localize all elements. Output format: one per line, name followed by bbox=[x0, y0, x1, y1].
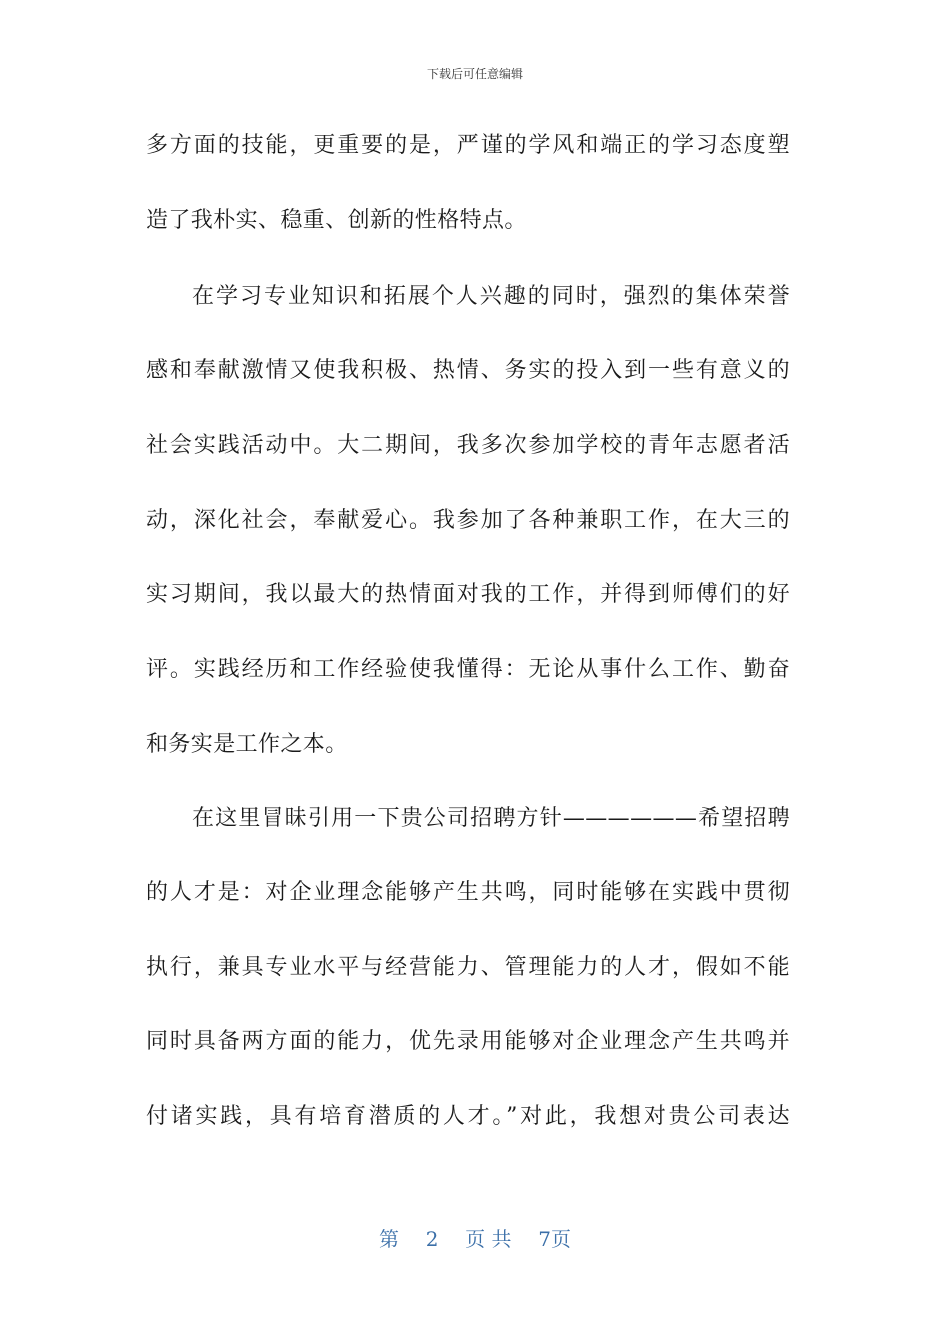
text-line: 执行，兼具专业水平与经营能力、管理能力的人才，假如不能 bbox=[146, 955, 790, 980]
footer-middle: 页 共 bbox=[465, 1227, 512, 1251]
text-line: 和务实是工作之本。 bbox=[146, 732, 348, 757]
page-footer bbox=[0, 1226, 950, 1252]
footer-current-page: 2 bbox=[425, 1227, 439, 1251]
text-line: 社会实践活动中。大二期间，我多次参加学校的青年志愿者活 bbox=[146, 433, 790, 458]
text-line: 动，深化社会，奉献爱心。我参加了各种兼职工作，在大三的 bbox=[146, 508, 790, 533]
text-line: 多方面的技能，更重要的是，严谨的学风和端正的学习态度塑 bbox=[146, 133, 790, 158]
text-line: 同时具备两方面的能力，优先录用能够对企业理念产生共鸣并 bbox=[146, 1029, 790, 1054]
paragraph-start-line: 在这里冒昧引用一下贵公司招聘方针——————希望招聘 bbox=[192, 806, 790, 831]
text-line: 评。实践经历和工作经验使我懂得：无论从事什么工作、勤奋 bbox=[146, 657, 790, 682]
text-line: 造了我朴实、稳重、创新的性格特点。 bbox=[146, 208, 527, 233]
text-line: 感和奉献激情又使我积极、热情、务实的投入到一些有意义的 bbox=[146, 358, 790, 383]
footer-total-pages: 7页 bbox=[538, 1227, 571, 1251]
text-line: 付诸实践，具有培育潜质的人才。”对此，我想对贵公司表达 bbox=[146, 1104, 790, 1129]
paragraph-start-line: 在学习专业知识和拓展个人兴趣的同时，强烈的集体荣誉 bbox=[192, 284, 790, 309]
text-line: 的人才是：对企业理念能够产生共鸣，同时能够在实践中贯彻 bbox=[146, 880, 790, 905]
footer-prefix: 第 bbox=[379, 1227, 399, 1251]
page-header: 下载后可任意编辑 bbox=[426, 67, 523, 81]
text-line: 实习期间，我以最大的热情面对我的工作，并得到师傅们的好 bbox=[146, 582, 790, 607]
